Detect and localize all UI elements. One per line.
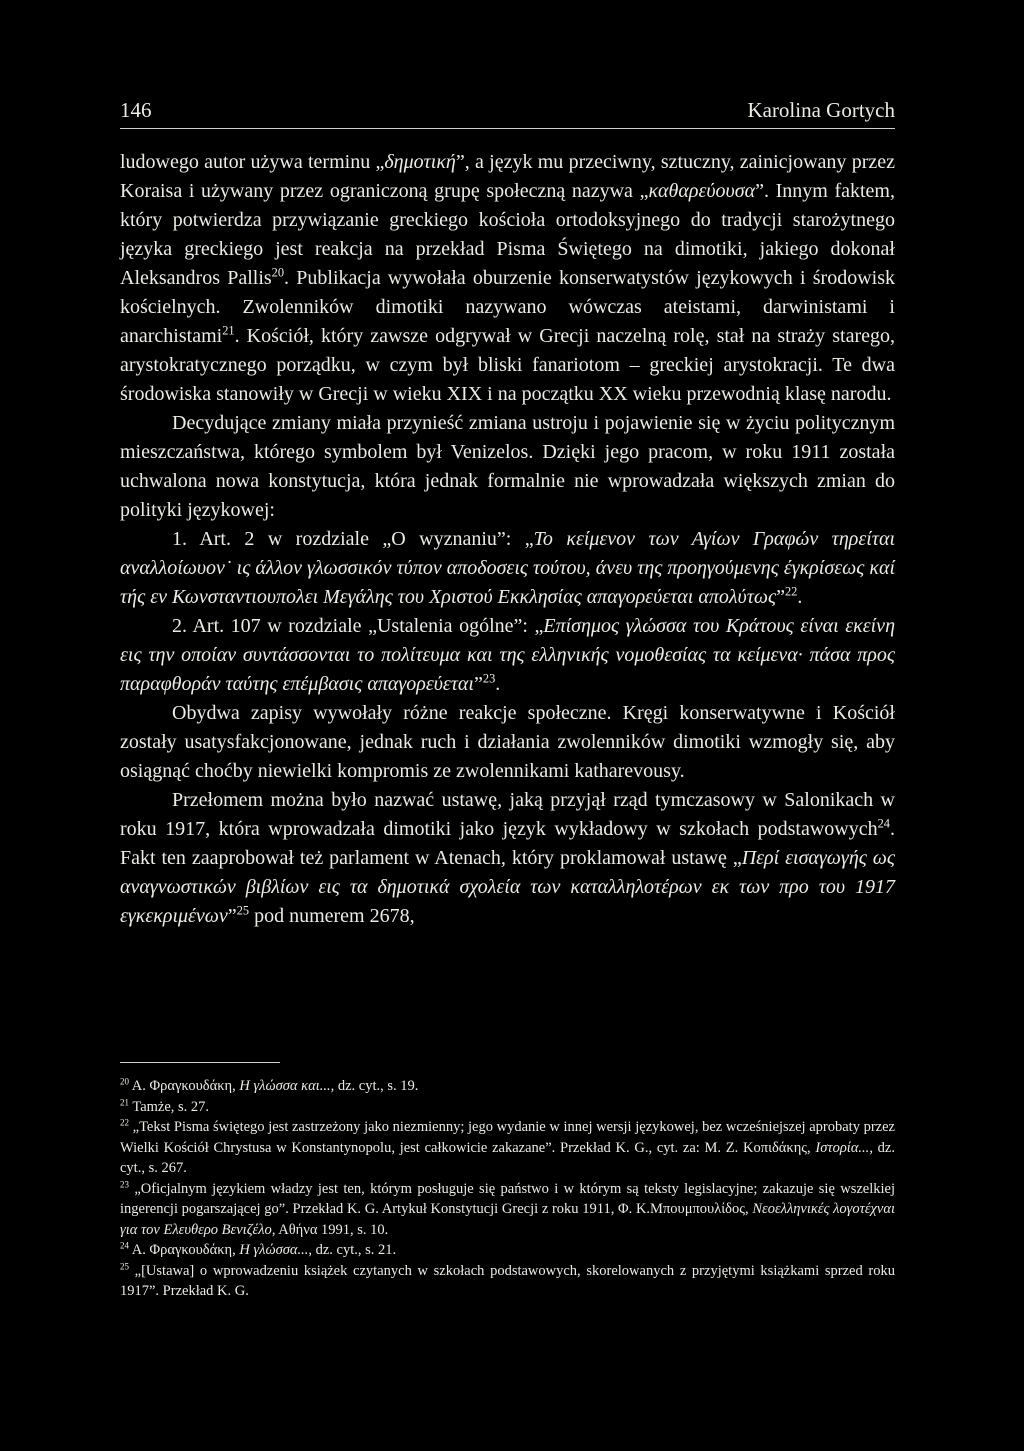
footnote-ref-23[interactable]: 23 [482,671,496,686]
paragraph-4: Przełomem można było nazwać ustawę, jaką przyjął rząd tymczasowy w Salonikach w roku 1917, która wprowadzała dimotiki jako język wykładowy w szkołach podstawowych$^{24}$. Fakt ten zaaprobował też parlament w Atenach, który proklamował ustawę „Περί εισαγωγής ως αναγνωστικών βιβλίων εις τα δημοτικά σχολεία των καταλληλοτέρων εκ των προ του 1917 εγκεκριμένων”$^{25}$ pod numerem 2678, [120,789,896,927]
footnote-ref-25[interactable]: 25 [236,903,250,918]
footnote-ref-22[interactable]: 22 [784,584,798,599]
footnote-24: $^{24}$ Α. Φραγκουδάκη, Η γλώσσα..., dz. cyt., s. 21. [120,1240,397,1258]
main-text [120,148,895,931]
footnote-23: $^{23}$ „Oficjalnym językiem władzy jest ten, którym posługuje się państwo i w którym są teksty legislacyjne; zakazuje się wszelkiej ingerencji pogarszającej go”. Przekład K. G. Artykuł Konstytucji Grecji z roku 1911, Φ. Κ.Μπουμπουλίδος, Νεοελληνικές λογοτέχναι για τον Ελευθερο Βενιζέλο, Αθήνα 1991, s. 10. [120,1179,895,1238]
footnote-20: $^{20}$ Α. Φραγκουδάκη, Η γλώσσα και..., dz. cyt., s. 19. [120,1076,419,1094]
article-1-quote: 1. Art. 2 w rozdziale „O wyznaniu”: „Το κείμενον των Αγίων Γραφών τηρείται αναλλοίωυον˙ ις άλλον γλωσσικόν τύπον αποδοσεις τούτου, άνευ της προηγούμενης έγκρίσεως καί τής εν Κωνσταντιουπολει Μεγάλης του Χριστού Εκκλησίας απαγορεύεται απολύτως”$^{22}$. [120,528,895,608]
footnote-ref-21[interactable]: 21 [222,323,235,338]
paragraph-1: ludowego autor używa terminu „δημοτική”, a język mu przeciwny, sztuczny, zainicjowany przez Koraisa i używany przez ograniczoną grupę społeczną nazywa „καθαρεύουσα”. Innym faktem, który potwierdza przywiązanie greckiego kościoła ortodoksyjnego do tradycji starożytnego języka greckiego jest reakcja na przekład Pisma Świętego na dimotiki, jakiego dokonał Aleksandros Pallis$^{20}$. Publikacja wywołała oburzenie konserwatystów językowych i środowisk kościelnych. Zwolenników dimotiki nazywano wówczas ateistami, darwinistami i anarchistami$^{21}$. Kościół, który zawsze odgrywał w Grecji naczelną rolę, stał na straży starego, arystokratycznego porządku, w czym był bliski fanariotom – greckiej arystokracji. Te dwa środowiska stanowiły w Grecji w wieku XIX i na początku XX wieku przewodnią klasę narodu. [120,151,895,405]
footnote-25: $^{25}$ „[Ustawa] o wprowadzeniu książek czytanych w szkołach podstawowych, skorelowanych z przyjętymi książkami sprzed roku 1917”. Przekład K. G. [120,1261,895,1299]
footnote-ref-20[interactable]: 20 [271,265,285,280]
paragraph-2: Decydujące zmiany miała przynieść zmiana ustroju i pojawienie się w życiu politycznym mieszczaństwa, którego symbolem był Venizelos. Dzięki jego pracom, w roku 1911 została uchwalona nowa konstytucja, która jednak formalnie nie wprowadzała większych zmian do polityki językowej: [120,412,895,521]
footnote-22: $^{22}$ „Tekst Pisma świętego jest zastrzeżony jako niezmienny; jego wydanie w innej wersji językowej, bez wcześniejszej aprobaty przez Wielki Kościół Chrystusa w Konstantynopolu, jest całkowicie zakazane”. Przekład K. G., cyt. za: M. Z. Κοπιδάκης, Ιστορία..., dz. cyt., s. 267. [120,1117,895,1176]
footnote-ref-24[interactable]: 24 [877,816,890,831]
footnote-rule [120,1062,280,1063]
paragraph-3: Obydwa zapisy wywołały różne reakcje społeczne. Kręgi konserwatywne i Kościół zostały usatysfakcjonowane, jednak ruch i działania zwolenników dimotiki wzmogły się, aby osiągnąć choćby niewielki kompromis ze zwolennikami katharevousy. [120,702,895,782]
article-2-quote: 2. Art. 107 w rozdziale „Ustalenia ogólne”: „Επίσημος γλώσσα του Κράτους είναι εκείνη εις την οποίαν συντάσσονται το πολίτευμα και της ελληνικής νομοθεσίας τα κείμενα· πάσα προς παραφθοράν ταύτης επέμβασις απαγορεύεται”$^{23}$. [120,615,895,695]
footnote-21: $^{21}$ Tamże, s. 27. [120,1097,210,1115]
header-rule [120,128,895,129]
running-head-author: Karolina Gortych [747,98,895,122]
running-header [120,98,895,123]
footnotes [120,1076,895,1302]
page-number: 146 [120,98,152,122]
